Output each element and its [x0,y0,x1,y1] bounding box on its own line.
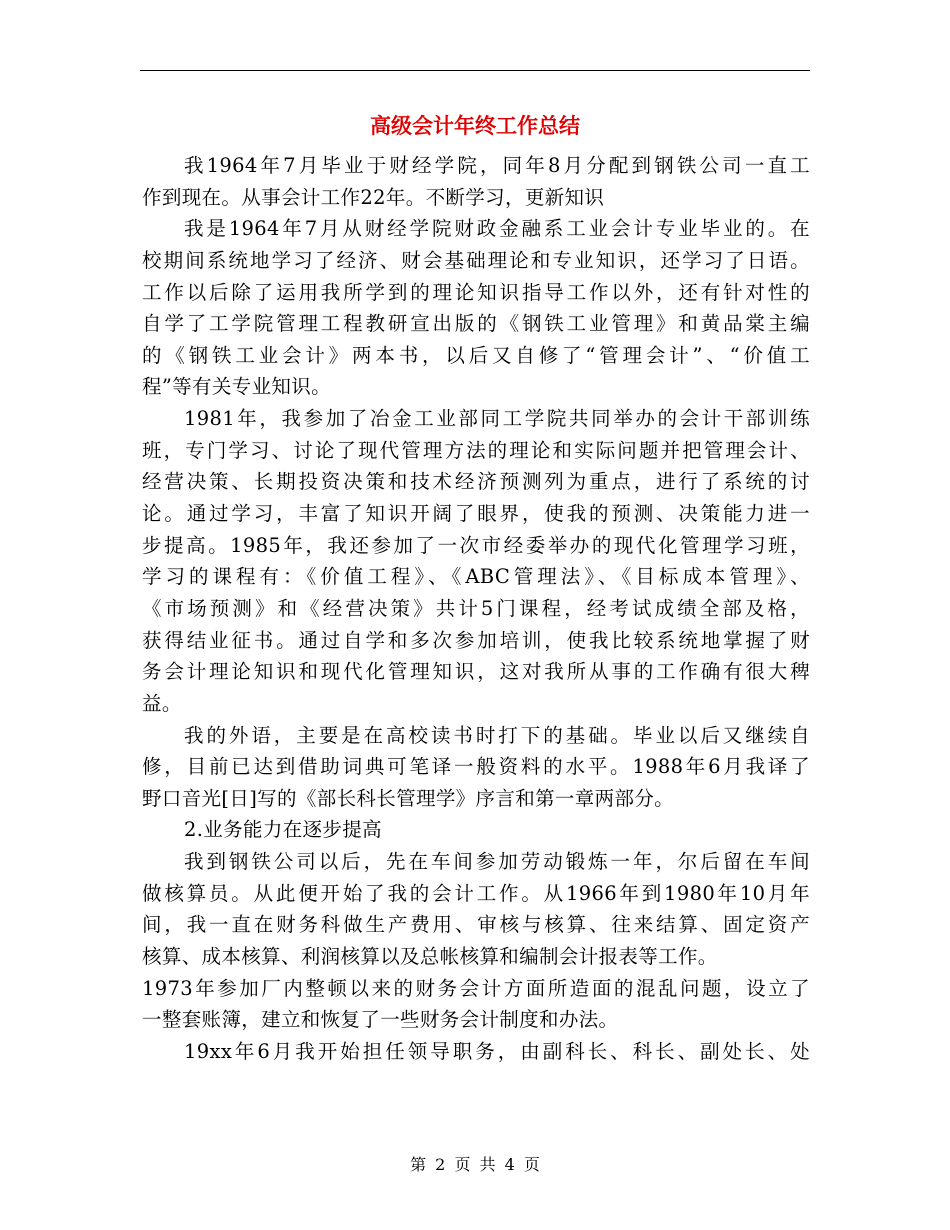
text-line: 我的外语，主要是在高校读书时打下的基础。毕业以后又继续自 [184,723,810,747]
text-line: 19xx年6月我开始担任领导职务，由副科长、科长、副处长、处 [184,1039,810,1063]
text-line: 益。 [142,691,182,715]
text-line: 2.业务能力在逐步提高 [184,818,382,842]
text-line: 间，我一直在财务科做生产费用、审核与核算、往来结算、固定资产 [142,913,810,937]
text-line: 获得结业征书。通过自学和多次参加培训，使我比较系统地掌握了财 [142,628,810,652]
text-line: 1981年，我参加了冶金工业部同工学院共同举办的会计干部训练 [184,407,810,431]
text-line: 自学了工学院管理工程教研宣出版的《钢铁工业管理》和黄品棠主编 [142,312,810,336]
text-line: 我1964年7月毕业于财经学院，同年8月分配到钢铁公司一直工 [184,154,810,177]
text-line: 作到现在。从事会计工作22年。不断学习，更新知识 [142,185,605,209]
text-line: 程”等有关专业知识。 [142,375,331,399]
text-line: 工作以后除了运用我所学到的理论知识指导工作以外，还有针对性的 [142,280,810,304]
text-line: 《市场预测》和《经营决策》共计5门课程，经考试成绩全部及格， [142,596,810,620]
text-line: 1973年参加厂内整顿以来的财务会计方面所造面的混乱问题，设立了 [142,976,810,1000]
text-line: 核算、成本核算、利润核算以及总帐核算和编制会计报表等工作。 [142,945,718,969]
text-line: 班，专门学习、讨论了现代管理方法的理论和实际问题并把管理会计、 [142,438,810,462]
text-line: 步提高。1985年，我还参加了一次市经委举办的现代化管理学习班， [142,533,810,557]
text-line: 修，目前已达到借助词典可笔译一般资料的水平。1988年6月我译了 [142,755,810,779]
text-line: 学习的课程有：《价值工程》、《ABC管理法》、《目标成本管理》、 [142,565,810,589]
document-title: 高级会计年终工作总结 [370,113,580,138]
text-line: 经营决策、长期投资决策和技术经济预测列为重点，进行了系统的讨 [142,470,810,494]
text-line: 论。通过学习，丰富了知识开阔了眼界，使我的预测、决策能力进一 [142,502,810,526]
text-line: 校期间系统地学习了经济、财会基础理论和专业知识，还学习了日语。 [142,248,810,272]
text-line: 的《钢铁工业会计》两本书，以后又自修了“管理会计”、“价值工 [142,343,810,367]
text-line: 做核算员。从此便开始了我的会计工作。从1966年到1980年10月年 [142,881,810,905]
text-line: 务会计理论知识和现代化管理知识，这对我所从事的工作确有很大稗 [142,660,810,684]
text-line: 我到钢铁公司以后，先在车间参加劳动锻炼一年，尔后留在车间 [184,850,810,874]
text-line: 我是1964年7月从财经学院财政金融系工业会计专业毕业的。在 [184,217,810,241]
text-line: 野口音光[日]写的《部长科长管理学》序言和第一章两部分。 [142,786,675,810]
page-number: 第 2 页 共 4 页 [410,1155,540,1174]
document-body [142,150,810,1068]
header-rule [140,70,810,71]
text-line: 一整套账簿，建立和恢复了一些财务会计制度和办法。 [142,1008,619,1032]
